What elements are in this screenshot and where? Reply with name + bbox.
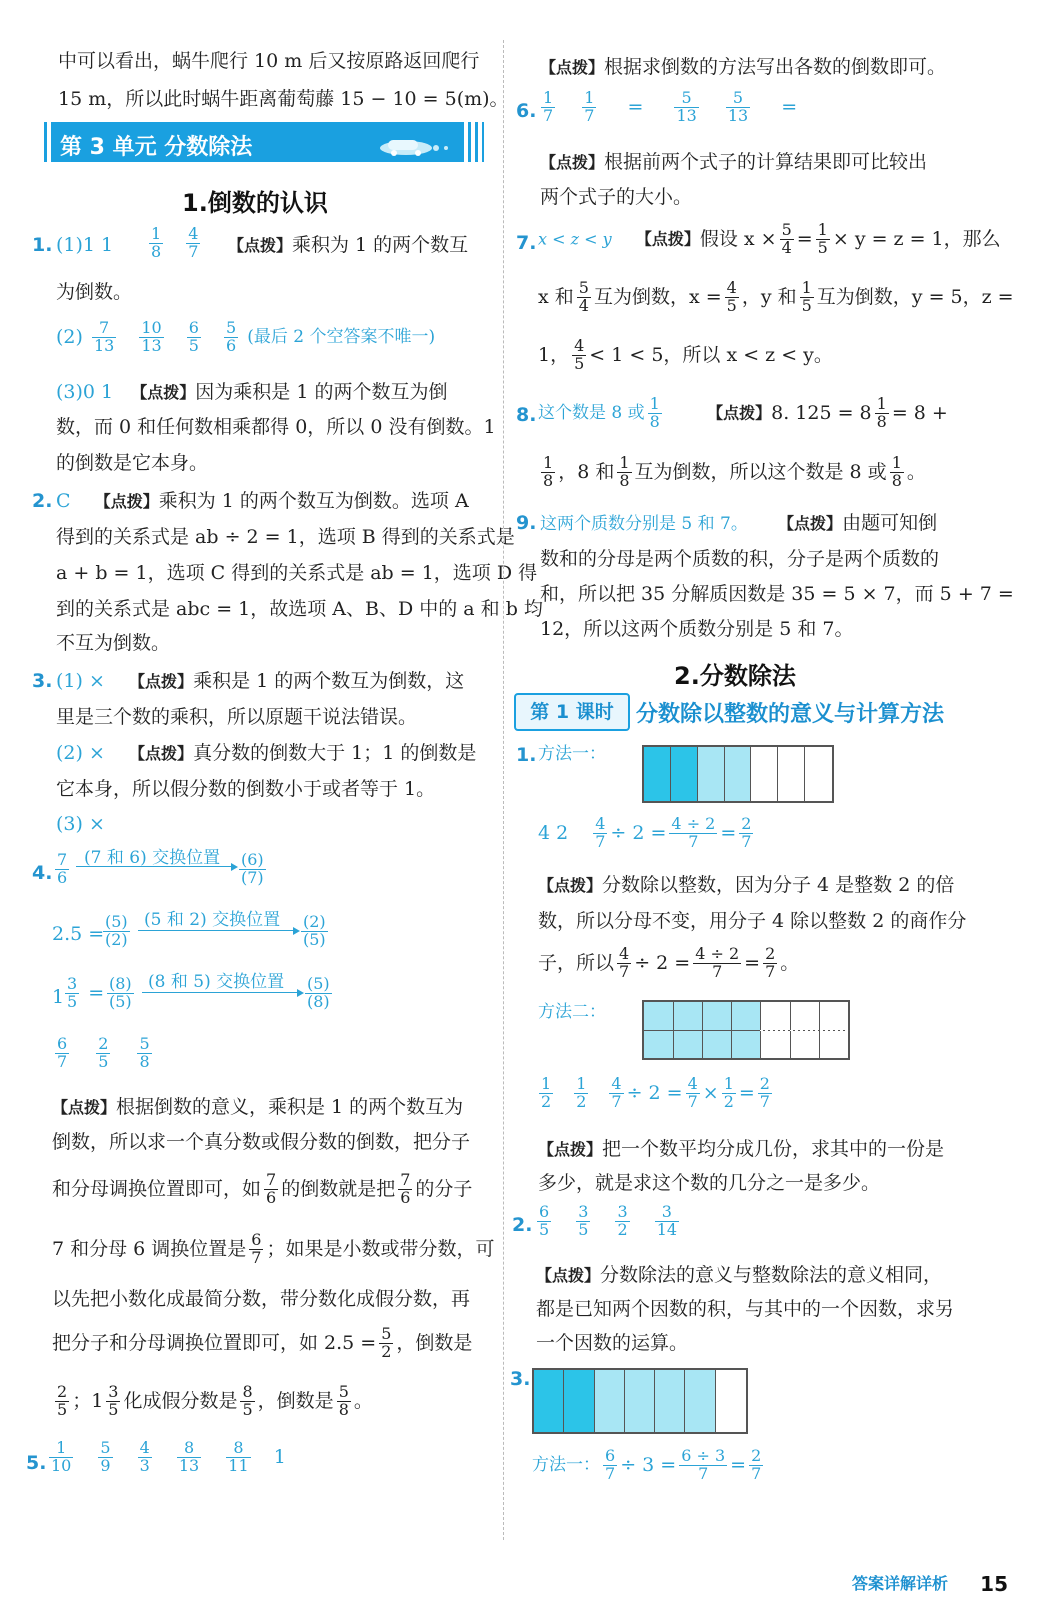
p1-number: 1. — [516, 744, 537, 766]
q2-number: 2. — [32, 490, 53, 512]
q4-tip-7: $\frac{2}{5}$ ；1 $\frac{3}{5}$ 化成假分数是 $\frac{8}{5}$ ，倒数是 $\frac{5}{8}$ 。 — [57, 1382, 373, 1419]
q3-answer-a: (1) × 【点拨】乘积是 1 的两个数互为倒数，这 — [56, 670, 465, 692]
p2-tip-2: 都是已知两个因数的积，与其中的一个因数，求另 — [536, 1298, 955, 1320]
q3-answer-c: (3) × — [56, 813, 105, 835]
q4-row-3-mixed: $\frac{3}{5}$ = — [67, 974, 105, 1011]
q3-answer-b: (2) × 【点拨】真分数的倒数大于 1；1 的倒数是 — [56, 742, 477, 764]
q4-row-1-arrow — [76, 866, 236, 867]
q4-row-3-result: $\frac{(5)}{(8)}$ — [307, 974, 330, 1011]
q3-a-tip-2: 里是三个数的乘积，所以原题干说法错误。 — [56, 706, 418, 728]
q4-number: 4. — [32, 862, 53, 884]
q7-number: 7. — [516, 232, 537, 254]
q4-row-2-pre: 2.5 = — [52, 923, 105, 945]
q4-tip-6: 把分子和分母调换位置即可，如 2.5 = $\frac{5}{2}$ ，倒数是 — [52, 1324, 473, 1361]
q7-tip-2: x 和 $\frac{5}{4}$ 互为倒数，x = $\frac{4}{5}$ ，y 和 $\frac{1}{5}$ 互为倒数，y = 5，z = — [538, 278, 1014, 315]
q4-row-3-arrow — [142, 992, 302, 993]
p2-answers: $\frac{6}{5}$ $\frac{3}{5}$ $\frac{3}{2}$ $\frac{3}{14}$ — [539, 1202, 678, 1239]
p3-method-1: 方法一： $\frac{6}{7}$ ÷ 3 = $\frac{6 \div 3}{7}$ = $\frac{2}{7}$ — [532, 1446, 762, 1483]
intro-line-1: 中可以看出，蜗牛爬行 10 m 后又按原路返回爬行 — [58, 50, 480, 72]
q4-row-2-result: $\frac{(2)}{(5)}$ — [303, 912, 326, 949]
q8-answer: 这个数是 8 或 $\frac{1}{8}$ 【点拨】8. 125 = 8 $\frac{1}{8}$ = 8 + — [538, 394, 948, 431]
q4-row-1: $\frac{7}{6}$ — [57, 850, 68, 887]
q1-c-tip-3: 的倒数是它本身。 — [56, 452, 209, 474]
q5-number: 5. — [26, 1452, 47, 1474]
lesson-header — [514, 693, 1034, 729]
q9-answer: 这两个质数分别是 5 和 7。 【点拨】由题可知倒 — [540, 512, 938, 534]
q4-row-1-label: (7 和 6) 交换位置 — [84, 848, 221, 868]
q4-answers: $\frac{6}{7}$ $\frac{2}{5}$ $\frac{5}{8}$ — [57, 1034, 150, 1071]
q4-tip-2: 倒数，所以求一个真分数或假分数的倒数，把分子 — [52, 1131, 471, 1153]
p2-number: 2. — [512, 1214, 533, 1236]
q4-row-2-arrow — [138, 930, 298, 931]
p1-method-2: 方法二： — [538, 1002, 606, 1022]
p3-number: 3. — [510, 1368, 531, 1390]
q4-row-3-label: (8 和 5) 交换位置 — [148, 972, 285, 992]
q7-answer: x < z < y 【点拨】假设 x × $\frac{5}{4}$ = $\frac{1}{5}$ × y = z = 1，那么 — [538, 220, 1001, 257]
q4-tip: 【点拨】根据倒数的意义，乘积是 1 的两个数互为 — [52, 1096, 464, 1118]
p1-values: 4 2 $\frac{4}{7}$ ÷ 2 = $\frac{4 \div 2}{7}$ = $\frac{2}{7}$ — [538, 814, 752, 851]
q4-row-2-frac: $\frac{(5)}{(2)}$ — [105, 912, 128, 949]
q7-tip-3: 1， $\frac{4}{5}$ < 1 < 5，所以 x < z < y。 — [538, 336, 833, 373]
q5-answers: $\frac{1}{10}$ $\frac{5}{9}$ $\frac{4}{3}$ $\frac{8}{13}$ $\frac{8}{11}$ 1 — [51, 1438, 286, 1475]
q1-answer-b: (2) $\frac{7}{13}$ $\frac{10}{13}$ $\frac{6}{5}$ $\frac{5}{6}$ (最后 2 个空答案不唯一) — [56, 318, 436, 355]
q2-tip-3: a + b = 1，选项 C 得到的关系式是 ab = 1，选项 D 得 — [56, 562, 538, 584]
q8-tip-2: $\frac{1}{8}$ ，8 和 $\frac{1}{8}$ 互为倒数，所以这个数是 8 或 $\frac{1}{8}$ 。 — [543, 453, 926, 490]
q9-number: 9. — [516, 512, 537, 534]
section-title-fraction-division: 2.分数除法 — [674, 662, 796, 690]
q9-tip-3: 和，所以把 35 分解质因数是 35 = 5 × 7，而 5 + 7 = — [540, 583, 1014, 605]
q9-tip-4: 12，所以这两个质数分别是 5 和 7。 — [540, 618, 854, 640]
q8-number: 8. — [516, 404, 537, 426]
lesson-title: 分数除以整数的意义与计算方法 — [636, 702, 945, 727]
q1-number: 1. — [32, 234, 53, 256]
q9-tip-2: 数和的分母是两个质数的积，分子是两个质数的 — [540, 548, 940, 570]
intro-line-2: 15 m，所以此时蜗牛距离葡萄藤 15 − 10 = 5(m)。 — [58, 88, 509, 110]
footer-label: 答案详解详析 — [851, 1574, 948, 1593]
q2-tip-2: 得到的关系式是 ab ÷ 2 = 1，选项 B 得到的关系式是 — [56, 526, 515, 548]
q1-c-tip-2: 数，而 0 和任何数相乘都得 0，所以 0 没有倒数。1 — [56, 416, 496, 438]
q5-tip: 【点拨】根据求倒数的方法写出各数的倒数即可。 — [540, 56, 947, 78]
p2-tip-3: 一个因数的运算。 — [536, 1332, 689, 1354]
q6-answers: $\frac{1}{7}$ $\frac{1}{7}$ = $\frac{5}{13}$ $\frac{5}{13}$ = — [543, 88, 798, 125]
q2-tip-5: 不互为倒数。 — [56, 632, 171, 654]
q1-answer-a: (1)1 1 — [56, 234, 114, 256]
q4-row-2-label: (5 和 2) 交换位置 — [144, 910, 281, 930]
q4-tip-3: 和分母调换位置即可，如 $\frac{7}{6}$ 的倒数就是把 $\frac{7}{6}$ 的分子 — [52, 1170, 473, 1207]
p1-m2-tip-2: 多少，就是求这个数的几分之一是多少。 — [538, 1172, 881, 1194]
q3-b-tip-2: 它本身，所以假分数的倒数小于或者等于 1。 — [56, 778, 436, 800]
p1-method-2-grid — [642, 1000, 850, 1060]
q1-fracs: $\frac{1}{8}$ $\frac{4}{7}$ — [151, 224, 199, 261]
q3-number: 3. — [32, 670, 53, 692]
p1-tip-3: 子，所以 $\frac{4}{7}$ ÷ 2 = $\frac{4 \div 2}{7}$ = $\frac{2}{7}$ 。 — [538, 944, 800, 981]
q6-tip: 【点拨】根据前两个式子的计算结果即可比较出 — [540, 151, 928, 173]
q4-row-3-frac: $\frac{(8)}{(5)}$ — [109, 974, 132, 1011]
p1-m2-tip: 【点拨】把一个数平均分成几份，求其中的一份是 — [538, 1138, 945, 1160]
unit-banner — [38, 122, 484, 162]
q1-tip: 【点拨】乘积为 1 的两个数互 — [228, 234, 469, 256]
q4-tip-4: 7 和分母 6 调换位置是 $\frac{6}{7}$ ；如果是小数或带分数，可 — [52, 1230, 495, 1267]
q4-tip-5: 以先把小数化成最简分数，带分数化成假分数，再 — [52, 1288, 471, 1310]
p1-method-1-grid — [642, 745, 834, 803]
lesson-label: 第 1 课时 — [514, 693, 630, 731]
unit-banner-title: 第 3 单元 分数除法 — [60, 135, 253, 160]
p3-grid — [532, 1368, 748, 1434]
p1-tip-2: 数，所以分母不变，用分子 4 除以整数 2 的商作分 — [538, 910, 967, 932]
q1-tip-2: 为倒数。 — [56, 281, 133, 303]
section-title-reciprocal: 1.倒数的认识 — [182, 189, 328, 217]
q6-tip-2: 两个式子的大小。 — [540, 186, 693, 208]
q4-row-1-result: $\frac{(6)}{(7)}$ — [241, 850, 264, 887]
column-divider — [503, 40, 504, 1540]
page-number: 15 — [980, 1572, 1008, 1596]
car-icon — [376, 134, 456, 158]
q4-row-3-pre: 1 — [52, 986, 65, 1008]
q2-tip-4: 到的关系式是 abc = 1，故选项 A、B、D 中的 a 和 b 均 — [56, 598, 543, 620]
p1-tip: 【点拨】分数除以整数，因为分子 4 是整数 2 的倍 — [538, 874, 955, 896]
p2-tip: 【点拨】分数除法的意义与整数除法的意义相同， — [536, 1264, 943, 1286]
p1-method-2-calc: $\frac{1}{2}$ $\frac{1}{2}$ $\frac{4}{7}$ ÷ 2 = $\frac{4}{7}$ × $\frac{1}{2}$ = $\frac{2}{7}$ — [541, 1074, 770, 1111]
q6-number: 6. — [516, 100, 537, 122]
q2-answer: C 【点拨】乘积为 1 的两个数互为倒数。选项 A — [56, 490, 469, 512]
p1-method-1: 方法一： — [538, 744, 606, 764]
q1-answer-c: (3)0 1 【点拨】因为乘积是 1 的两个数互为倒 — [56, 381, 448, 403]
